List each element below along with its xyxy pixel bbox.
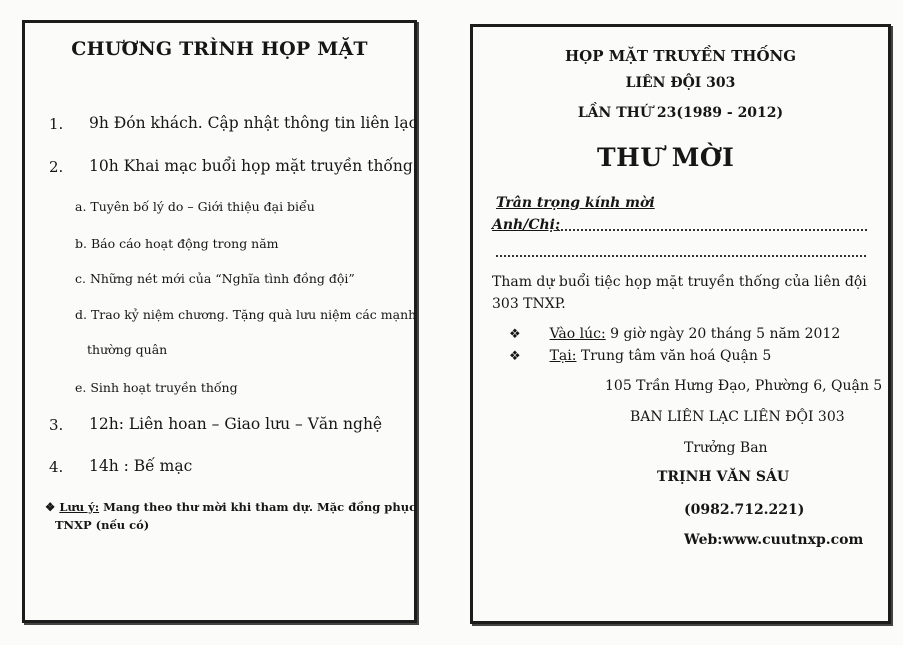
signer-role: Trưởng Ban (684, 440, 768, 456)
time-row (509, 326, 840, 342)
diamond-bullet-icon: ❖ (509, 349, 521, 364)
invitation-body-line-1: Tham dự buổi tiệc họp mặt truyền thống của liên đội (492, 274, 867, 290)
note-line-1 (45, 500, 416, 514)
place-value: Trung tâm văn hoá Quận 5 (576, 348, 772, 364)
invitation-body-line-2: 303 TNXP. (492, 296, 566, 312)
address: 105 Trần Hưng Đạo, Phường 6, Quận 5 (605, 378, 883, 394)
item-3-number: 3. (49, 416, 64, 434)
signer-name: TRỊNH VĂN SÁU (657, 469, 790, 485)
recipient-name-line (557, 229, 867, 231)
program-title: CHƯƠNG TRÌNH HỌP MẶT (71, 38, 368, 60)
invitation-card (470, 24, 891, 624)
note-label: Lưu ý: (59, 500, 100, 514)
item-3-text: 12h: Liên hoan – Giao lưu – Văn nghệ (89, 415, 383, 433)
item-2-text: 10h Khai mạc buổi họp mặt truyền thống: (89, 157, 419, 175)
note-text: Mang theo thư mời khi tham dự. Mặc đồng phục (103, 500, 417, 514)
subitem-d: d. Trao kỷ niệm chương. Tặng quà lưu niệm các mạnh (75, 307, 417, 322)
edition-heading: LẦN THỨ 23(1989 - 2012) (577, 105, 784, 121)
program-card (22, 20, 417, 623)
website: Web:www.cuutnxp.com (684, 532, 864, 548)
subitem-e: e. Sinh hoạt truyền thống (75, 380, 238, 395)
recipient-second-line (496, 255, 866, 257)
greeting: Trân trọng kính mời (496, 195, 655, 211)
place-label: Tại: (549, 348, 577, 364)
diamond-bullet-icon: ❖ (45, 500, 56, 514)
time-value: 9 giờ ngày 20 tháng 5 năm 2012 (605, 326, 841, 342)
organization-heading: LIÊN ĐỘI 303 (625, 75, 736, 91)
note-line-2: TNXP (nếu có) (55, 518, 150, 532)
subitem-d-continued: thường quân (87, 342, 168, 357)
item-1-text: 9h Đón khách. Cập nhật thông tin liên lạc (89, 114, 418, 132)
organizing-committee: BAN LIÊN LẠC LIÊN ĐỘI 303 (630, 409, 845, 425)
item-1-number: 1. (49, 115, 64, 133)
time-label: Vào lúc: (549, 326, 606, 342)
subitem-c: c. Những nét mới của “Nghĩa tình đồng đội” (75, 271, 355, 286)
item-2-number: 2. (49, 158, 64, 176)
event-heading: HỌP MẶT TRUYỀN THỐNG (564, 47, 797, 65)
recipient-label: Anh/Chị: (492, 217, 561, 233)
subitem-b: b. Báo cáo hoạt động trong năm (75, 236, 279, 251)
item-4-text: 14h : Bế mạc (89, 457, 193, 475)
item-4-number: 4. (49, 458, 64, 476)
subitem-a: a. Tuyên bố lý do – Giới thiệu đại biểu (75, 199, 315, 214)
phone-number: (0982.712.221) (684, 502, 805, 518)
diamond-bullet-icon: ❖ (509, 327, 521, 342)
invitation-title: THƯ MỜI (597, 143, 735, 172)
place-row (509, 348, 771, 364)
